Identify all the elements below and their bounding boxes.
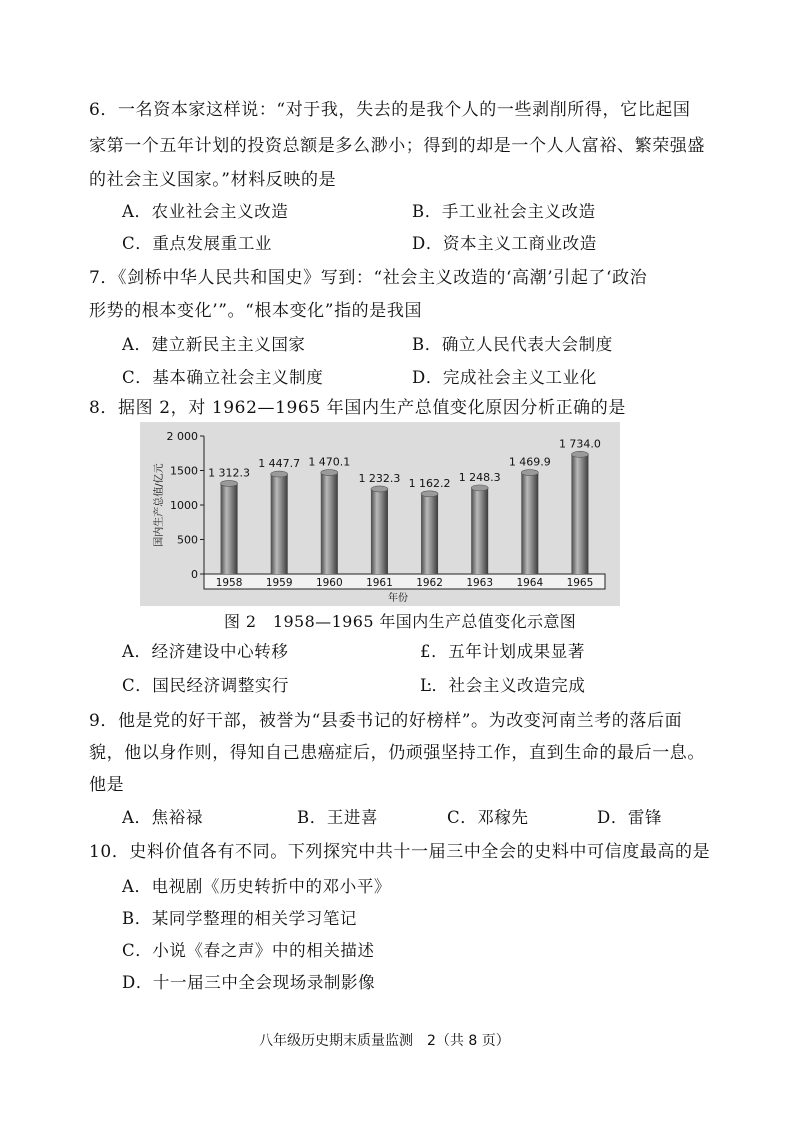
q9-option-c: C．邓稼先 <box>447 808 529 827</box>
q8-stem: 8．据图 2，对 1962—1965 年国内生产总值变化原因分析正确的是 <box>89 398 626 418</box>
q7-option-d: D．完成社会主义工业化 <box>412 368 597 387</box>
bar-value-label: 1 248.3 <box>458 470 501 484</box>
chart-caption: 图 2 1958—1965 年国内生产总值变化示意图 <box>224 612 577 631</box>
bar <box>521 473 538 574</box>
y-tick-label: 1000 <box>170 499 198 512</box>
x-tick-label: 1958 <box>215 577 243 589</box>
q6-option-b: B．手工业社会主义改造 <box>412 202 596 221</box>
bar-value-label: 1 162.2 <box>408 476 451 490</box>
q8-option-c: C．国民经济调整实行 <box>122 676 290 695</box>
q7-stem-line2: 形势的根本变化’”。“根本变化”指的是我国 <box>89 301 423 321</box>
q10-option-b: B．某同学整理的相关学习笔记 <box>122 909 358 928</box>
q6-stem-line2: 家第一个五年计划的投资总额是多么渺小；得到的却是一个人人富裕、繁荣强盛 <box>89 136 705 156</box>
bar <box>221 483 238 574</box>
bar-cap <box>471 485 488 491</box>
gdp-chart-figure <box>140 422 620 606</box>
q7-stem-line1: 7．《剑桥中华人民共和国史》写到：“社会主义改造的‘高潮’引起了‘政治 <box>89 268 648 288</box>
bar-value-label: 1 232.3 <box>358 471 401 485</box>
x-tick-label: 1962 <box>416 577 443 589</box>
y-axis-title: 国内生产总值/亿元 <box>154 463 165 547</box>
bar-cap <box>421 491 438 497</box>
q10-option-d: D．十一届三中全会现场录制影像 <box>122 973 376 992</box>
x-axis-strip <box>204 574 605 589</box>
q9-stem-line2: 貌，他以身作则，得知自己患癌症后，仍顽强坚持工作，直到生命的最后一息。 <box>89 743 705 763</box>
x-tick-label: 1959 <box>265 577 293 589</box>
y-tick-label: 1500 <box>170 464 198 478</box>
q8-option-d: Ŀ．社会主义改造完成 <box>420 676 586 695</box>
q10-stem: 10．史料价值各有不同。下列探究中共十一届三中全会的史料中可信度最高的是 <box>89 842 711 862</box>
bar-cap <box>221 480 238 486</box>
bar-cap <box>521 470 538 476</box>
q6-stem-line1: 6．一名资本家这样说：“对于我，失去的是我个人的一些剥削所得，它比起国 <box>89 100 691 120</box>
q7-option-a: A．建立新民主主义国家 <box>122 335 306 354</box>
bar <box>321 473 338 574</box>
q6-stem-line3: 的社会主义国家。”材料反映的是 <box>89 170 337 190</box>
q6-option-d: D．资本主义工商业改造 <box>412 234 597 253</box>
q9-stem-line1: 9．他是党的好干部，被誉为“县委书记的好榜样”。为改变河南兰考的落后面 <box>89 711 683 731</box>
bar-cap <box>571 451 588 457</box>
q7-option-b: B．确立人民代表大会制度 <box>412 335 613 354</box>
q9-option-a: A．焦裕禄 <box>122 808 203 827</box>
q6-option-a: A．农业社会主义改造 <box>122 202 289 221</box>
bar <box>571 454 588 574</box>
bar-value-label: 1 469.9 <box>508 455 551 469</box>
bar-cap <box>271 471 288 477</box>
bar-cap <box>321 470 338 476</box>
bar-value-label: 1 734.0 <box>558 437 601 451</box>
bar <box>371 489 388 574</box>
page-footer: 八年级历史期末质量监测 2（共 8 页） <box>259 1033 510 1049</box>
bar-value-label: 1 470.1 <box>308 455 351 469</box>
y-tick-label: 0 <box>191 568 198 581</box>
x-tick-label: 1961 <box>366 577 393 589</box>
q7-option-c: C．基本确立社会主义制度 <box>122 368 324 387</box>
q9-stem-line3: 他是 <box>89 775 125 795</box>
x-axis-title: 年份 <box>388 593 408 604</box>
bar <box>271 474 288 574</box>
bar-cap <box>371 486 388 492</box>
x-tick-label: 1960 <box>315 577 343 589</box>
q10-option-c: C．小说《春之声》中的相关描述 <box>122 941 375 960</box>
x-tick-label: 1965 <box>566 577 594 589</box>
x-tick-label: 1964 <box>516 577 544 589</box>
bar <box>471 488 488 574</box>
gdp-bar-chart <box>140 422 620 606</box>
q8-option-b: £．五年计划成果显著 <box>420 642 585 661</box>
y-tick-label: 2 000 <box>166 430 198 443</box>
bar-value-label: 1 312.3 <box>208 466 251 480</box>
x-tick-label: 1963 <box>466 577 494 589</box>
q9-option-b: B．王进喜 <box>297 808 379 827</box>
bar-value-label: 1 447.7 <box>258 457 301 471</box>
y-tick-label: 500 <box>177 533 198 547</box>
q9-option-d: D．雷锋 <box>597 808 663 827</box>
bar <box>421 494 438 574</box>
q8-option-a: A．经济建设中心转移 <box>122 642 289 661</box>
q10-option-a: A．电视剧《历史转折中的邓小平》 <box>122 877 392 896</box>
q6-option-c: C．重点发展重工业 <box>122 234 273 253</box>
